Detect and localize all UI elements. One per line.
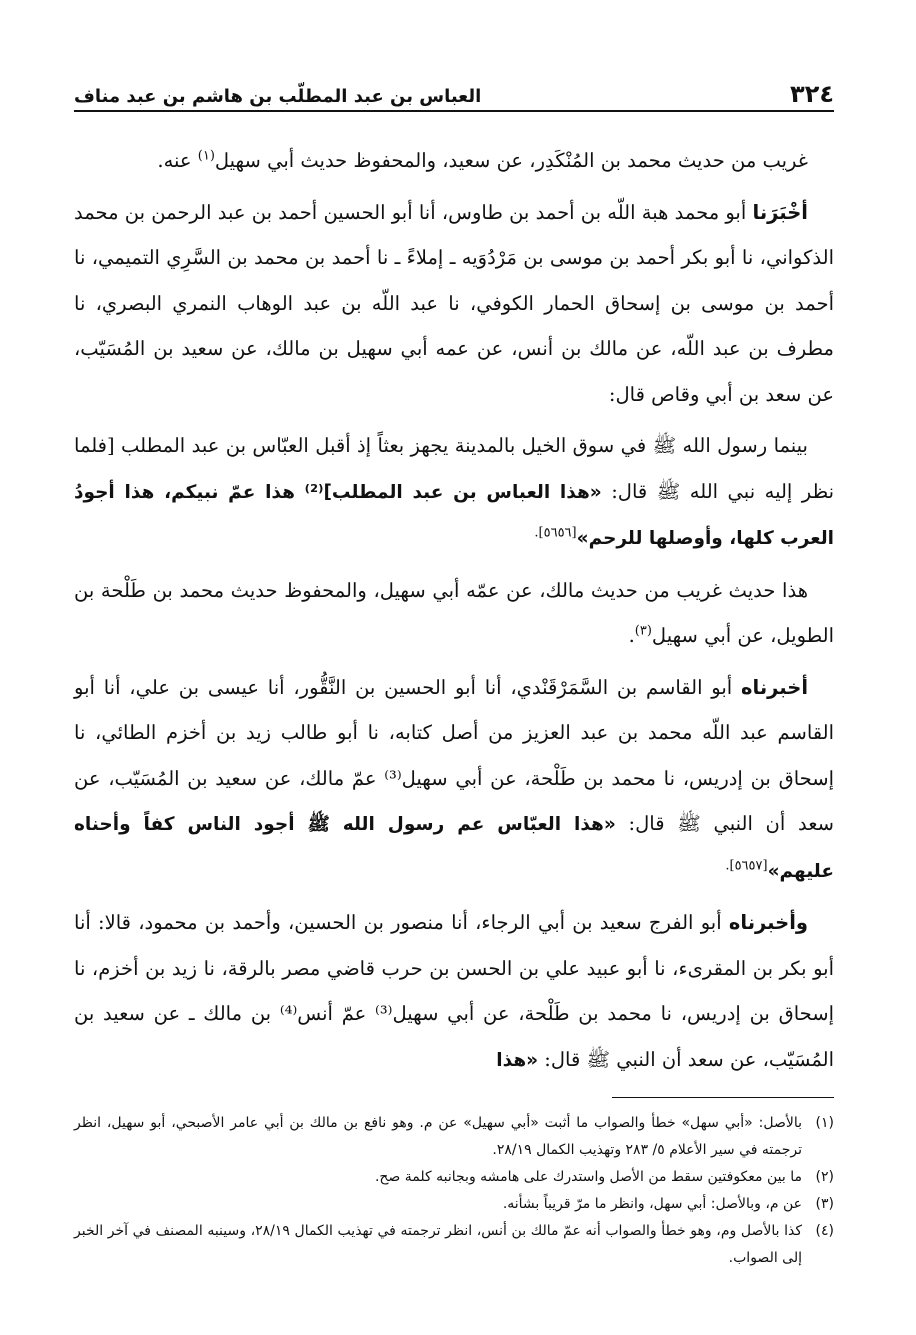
- paragraph: [74, 568, 834, 659]
- paragraph-tail: .: [628, 624, 635, 647]
- hadith-quote: «هذا العباس بن عبد المطلب]⁽²⁾ هذا عمّ نبيكم، هذا أجودُ العرب كلها، وأوصلها للرحم»: [74, 481, 834, 549]
- paragraph-text: غريب من حديث محمد بن المُنْكَدِر، عن سعيد، والمحفوظ حديث أبي سهيل: [214, 149, 808, 172]
- footnote: [74, 1164, 834, 1191]
- footnote-ref: (١): [197, 148, 215, 164]
- isnad-lead-word: أخبرناه: [741, 675, 808, 699]
- footnote: [74, 1110, 834, 1164]
- paragraph-text: أبو محمد هبة اللّه بن أحمد بن طاوس، أنا أبو الحسين أحمد بن عبد الرحمن بن محمد الذكواني، نا أبو بكر أحمد بن موسى بن مَرْدُوَيه ـ إملاءً ـ نا أحمد بن محمد بن السَّرِي التميمي، نا أحمد بن موسى بن إسحاق الحمار الكوفي، نا عبد اللّه بن عبد الوهاب النمري البصري، نا مطرف بن عبد اللّه، عن مالك بن أنس، عن عمه أبي سهيل بن مالك، عن سعيد بن المُسَيّب، عن سعد بن أبي وقاص قال:: [74, 200, 834, 406]
- hadith-number: [٥٦٥٦].: [534, 525, 577, 541]
- page-number: ٣٢٤: [790, 80, 834, 108]
- footnote-text: كذا بالأصل وم، وهو خطأ والصواب أنه عمّ مالك بن أنس، انظر ترجمته في تهذيب الكمال ٢٨/١٩، وسينبه المصنف في آخر الخبر إلى الصواب.: [74, 1223, 803, 1266]
- hadith-quote: «هذا: [496, 1049, 539, 1071]
- footnote-text: عن م، وبالأصل: أبي سهل، وانظر ما مرّ قريباً بشأنه.: [502, 1196, 802, 1212]
- page-header: [74, 70, 834, 112]
- paragraph-text: هذا حديث غريب من حديث مالك، عن عمّه أبي سهيل، والمحفوظ حديث محمد بن طَلْحة بن الطويل، عن أبي سهيل: [74, 578, 834, 647]
- paragraph-text: أبو القاسم بن السَّمَرْقَنْدي، أنا أبو الحسين بن النَّقُّور، أنا عيسى بن علي، أنا أبو القاسم عبد اللّه محمد بن عبد العزيز من أصل كتابه، نا أبو طالب زيد بن أخزم الطائي، نا إسحاق بن إدريس، نا محمد بن طَلْحة، عن أبي سهيل⁽³⁾ عمّ مالك، عن سعيد بن المُسَيّب، عن سعد أن النبي ﷺ قال:: [74, 675, 834, 835]
- book-page: [74, 70, 834, 1272]
- footnotes: [74, 1110, 834, 1272]
- footnote-number: (٢): [815, 1169, 834, 1185]
- footnote-number: (١): [815, 1115, 834, 1131]
- paragraph: [74, 665, 834, 895]
- main-text: [74, 138, 834, 1083]
- hadith-number: [٥٦٥٧].: [725, 858, 768, 873]
- isnad-lead-word: أخْبَرَنا: [752, 200, 808, 224]
- footnote-text: بالأصل: «أبي سهل» خطأ والصواب ما أثبت «أبي سهيل» عن م. وهو نافع بن مالك بن أبي عامر الأصبحي، أبو سهيل، انظر ترجمته في سير الأعلام ٥/ ٢٨٣ وتهذيب الكمال ٢٨/١٩.: [74, 1115, 802, 1158]
- footnote-number: (٤): [815, 1223, 834, 1239]
- paragraph: [74, 900, 834, 1083]
- footnote-number: (٣): [815, 1196, 834, 1212]
- footnote-separator: [612, 1097, 834, 1098]
- paragraph: [74, 138, 834, 184]
- paragraph: [74, 190, 834, 418]
- footnote: [74, 1191, 834, 1218]
- paragraph-text: بينما رسول الله ﷺ في سوق الخيل بالمدينة يجهز بعثاً إذ أقبل العبّاس بن عبد المطلب [فلما نظر إليه نبي الله ﷺ قال:: [74, 434, 834, 503]
- paragraph-text: أبو الفرج سعيد بن أبي الرجاء، أنا منصور بن الحسين، وأحمد بن محمود، قالا: أنا أبو بكر بن المقرىء، نا أبو عبيد علي بن الحسن بن حرب قاضي مصر بالرقة، نا زيد بن أخزم، نا إسحاق بن إدريس، نا محمد بن طَلْحة، عن أبي سهيل⁽³⁾ عمّ أنس⁽⁴⁾ بن مالك ـ عن سعيد بن المُسَيّب، عن سعد أن النبي ﷺ قال:: [74, 911, 834, 1071]
- footnote-text: ما بين معكوفتين سقط من الأصل واستدرك على هامشه وبجانبه كلمة صح.: [374, 1169, 802, 1185]
- paragraph: [74, 423, 834, 562]
- hadith-quote: «هذا العبّاس عم رسول الله ﷺ أجود الناس كفاً وأحناه عليهم»: [74, 814, 834, 882]
- running-title: العباس بن عبد المطلّب بن هاشم بن عبد مناف: [74, 86, 482, 107]
- footnote: [74, 1218, 834, 1272]
- isnad-lead-word: وأخبرناه: [728, 911, 808, 934]
- paragraph-tail: عنه.: [157, 149, 198, 172]
- footnote-ref: (٣): [634, 623, 652, 639]
